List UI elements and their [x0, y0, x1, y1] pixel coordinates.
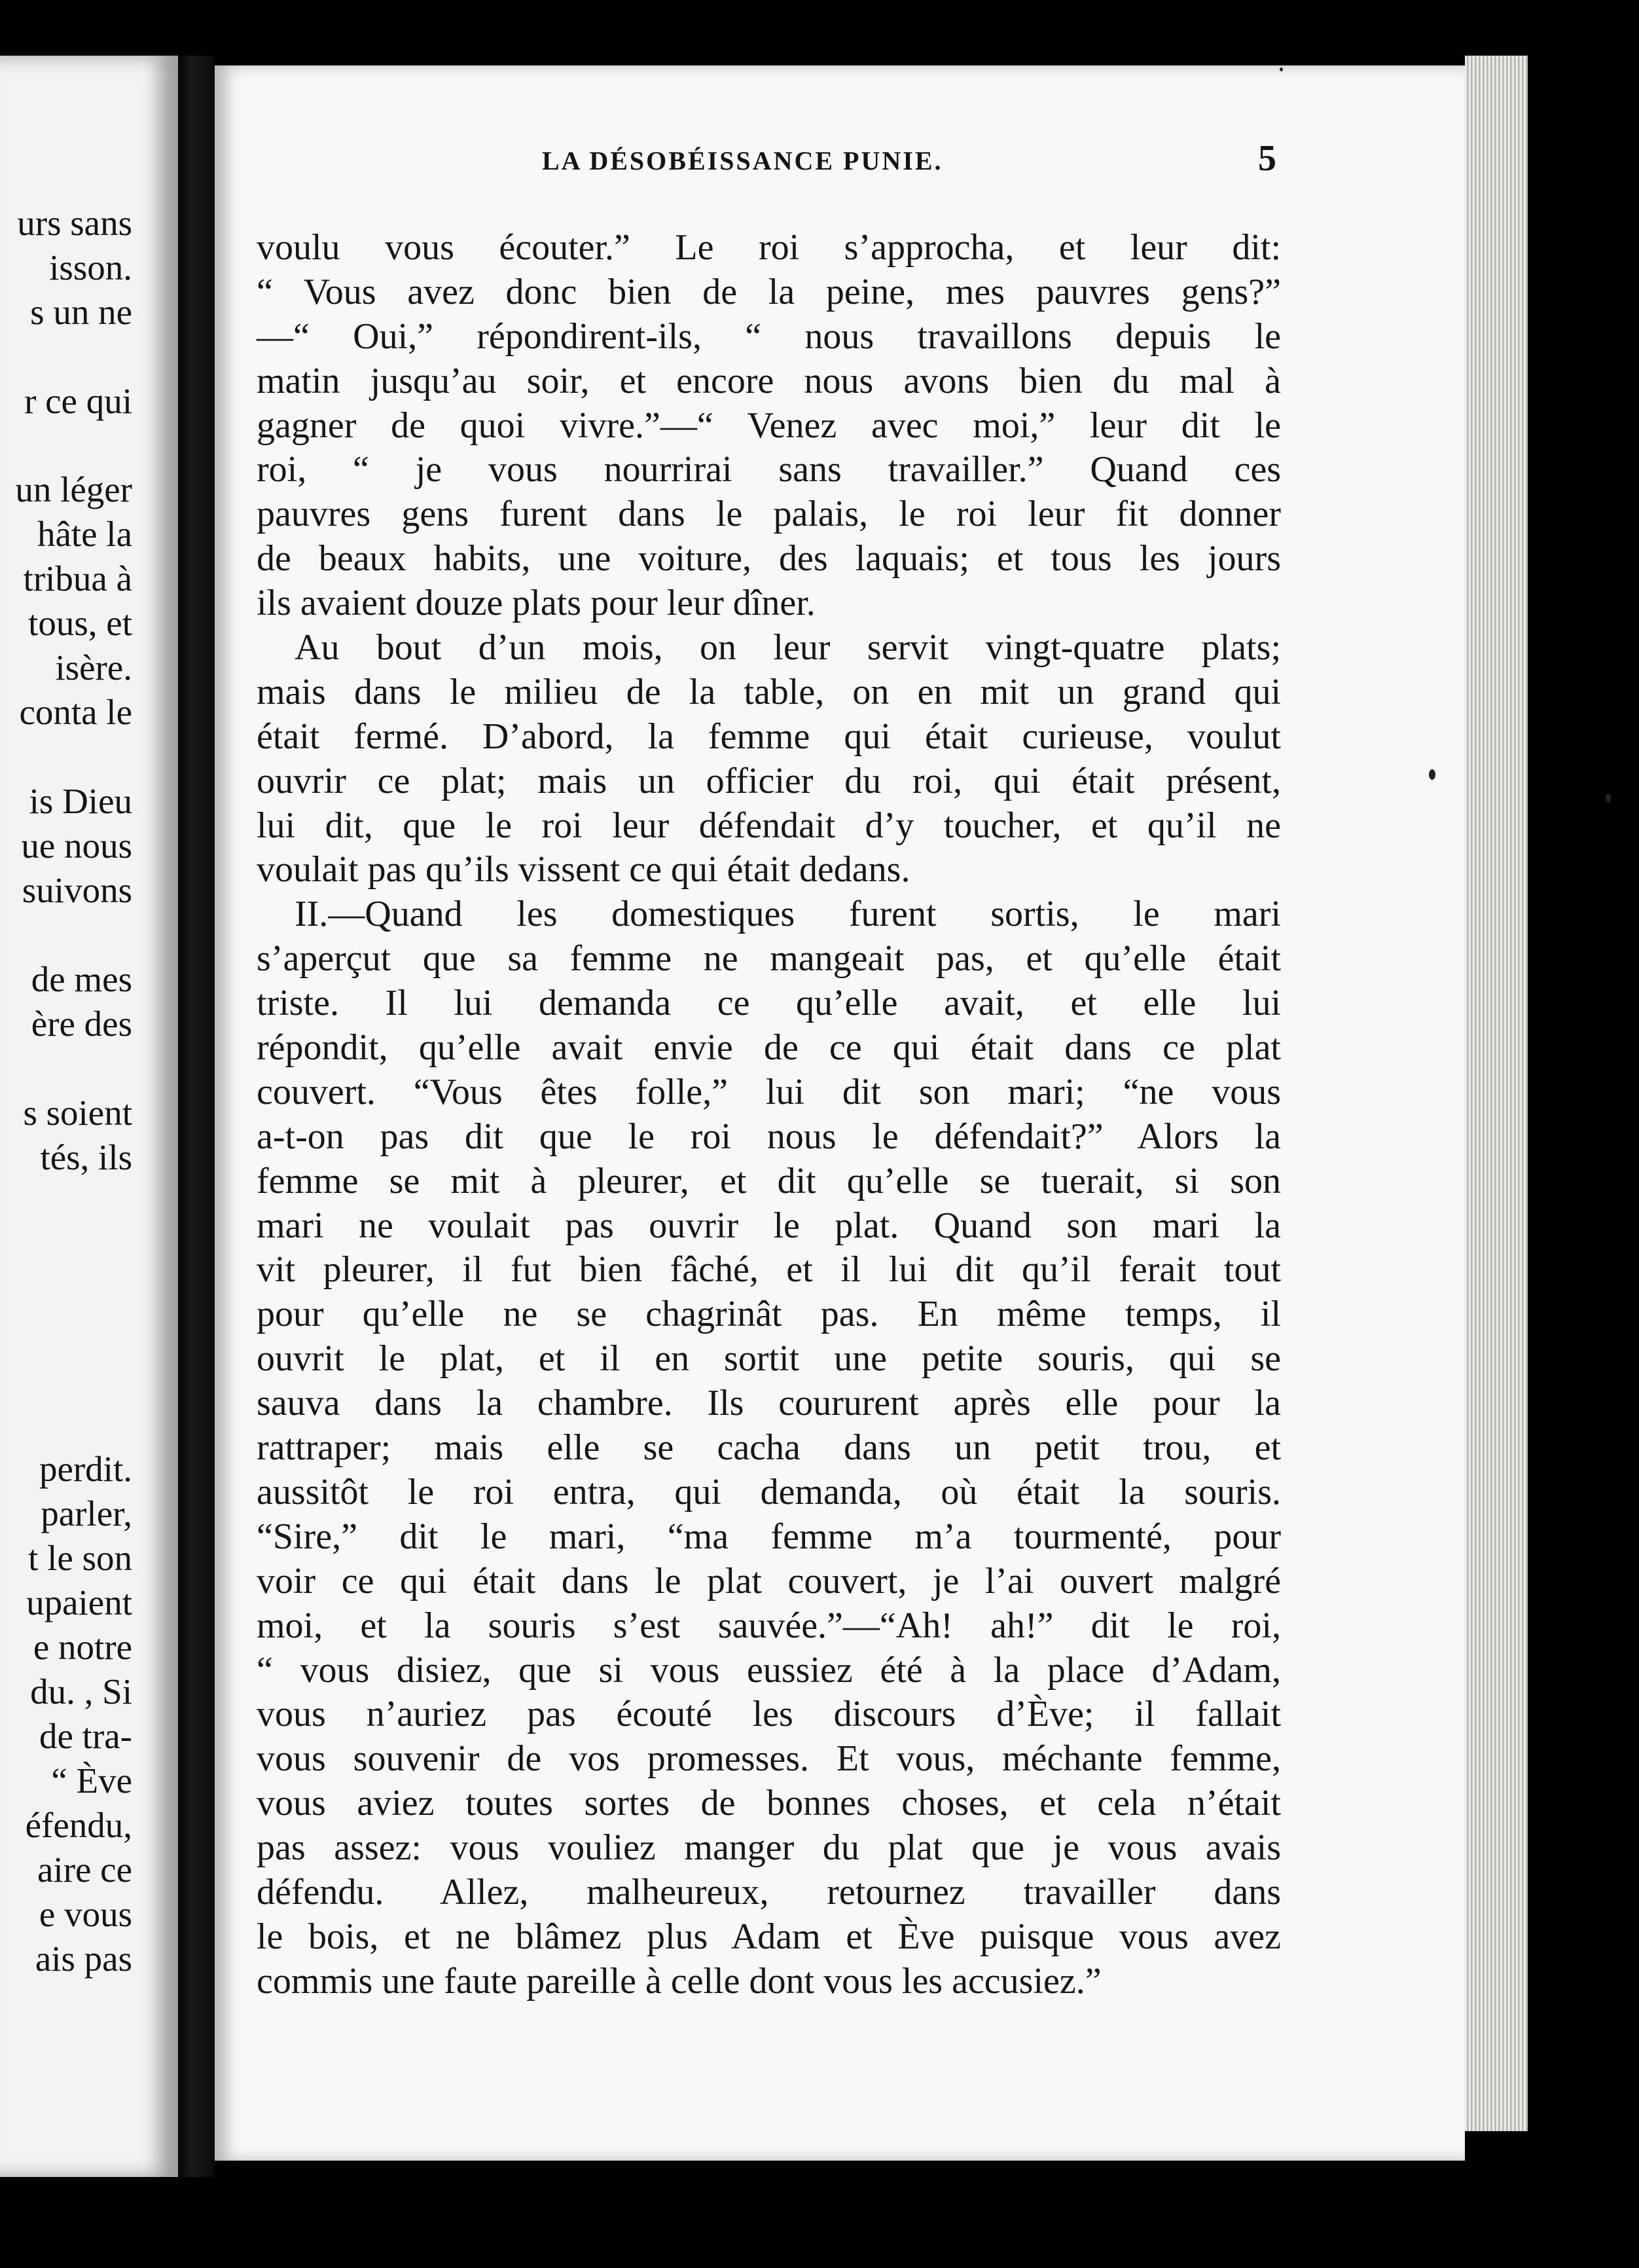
left-page-fragment: du. , Si: [30, 1672, 132, 1711]
text-line: gagner de quoi vivre.”—“ Venez avec moi,” leur dit le: [257, 405, 1281, 446]
text-line: s’aperçut que sa femme ne mangeait pas, et qu’elle était: [257, 938, 1281, 979]
left-page-fragment: upaient: [26, 1582, 132, 1622]
left-page-fragment: conta le: [19, 692, 132, 732]
text-line: mais dans le milieu de la table, on en mit un grand qui: [257, 671, 1281, 712]
text-line: vous souvenir de vos promesses. Et vous, méchante femme,: [257, 1738, 1281, 1780]
text-line: lui dit, que le roi leur défendait d’y toucher, et qu’il ne: [257, 805, 1281, 846]
left-page-fragment: r ce qui: [24, 381, 132, 421]
left-page-fragment: hâte la: [37, 514, 132, 554]
print-speck: [1606, 794, 1611, 803]
text-line: ouvrir ce plat; mais un officier du roi, qui était présent,: [257, 760, 1281, 801]
text-line: de beaux habits, une voiture, des laquais; et tous les jours: [257, 538, 1281, 579]
text-line: était fermé. D’abord, la femme qui était curieuse, voulut: [257, 716, 1281, 757]
text-line: voulait pas qu’ils vissent ce qui était dedans.: [257, 849, 910, 890]
text-line: vous aviez toutes sortes de bonnes choses, et cela n’était: [257, 1783, 1281, 1824]
text-line: II.—Quand les domestiques furent sortis, le mari: [295, 894, 1281, 935]
text-line: rattraper; mais elle se cacha dans un petit trou, et: [257, 1427, 1281, 1469]
print-speck: [1429, 769, 1435, 780]
text-line: matin jusqu’au soir, et encore nous avons bien du mal à: [257, 360, 1281, 401]
book-gutter: [178, 56, 215, 2177]
text-line: commis une faute pareille à celle dont vous les accusiez.”: [257, 1960, 1102, 2002]
left-page-fragment: éfendu,: [25, 1805, 132, 1845]
running-head: LA DÉSOBÉISSANCE PUNIE.: [542, 146, 943, 175]
page-number: 5: [1258, 138, 1276, 179]
left-page-fragment: isère.: [55, 648, 132, 687]
text-line: triste. Il lui demanda ce qu’elle avait, et elle lui: [257, 983, 1281, 1024]
print-speck: [1280, 67, 1283, 71]
left-page-fragment: un léger: [15, 469, 132, 509]
text-line: voir ce qui était dans le plat couvert, je l’ai ouvert malgré: [257, 1560, 1281, 1601]
text-line: moi, et la souris s’est sauvée.”—“Ah! ah!” dit le roi,: [257, 1605, 1281, 1646]
text-line: sauva dans la chambre. Ils coururent après elle pour la: [257, 1383, 1281, 1424]
text-line: Au bout d’un mois, on leur servit vingt-quatre plats;: [295, 627, 1281, 668]
left-page-fragment: tribua à: [23, 558, 132, 598]
text-line: pour qu’elle ne se chagrinât pas. En même temps, il: [257, 1294, 1281, 1335]
text-line: “ vous disiez, que si vous eussiez été à la place d’Adam,: [257, 1649, 1281, 1691]
left-page-fragment: aire ce: [37, 1850, 132, 1890]
text-line: couvert. “Vous êtes folle,” lui dit son mari; “ne vous: [257, 1071, 1281, 1112]
text-line: pas assez: vous vouliez manger du plat que je vous avais: [257, 1827, 1281, 1869]
text-line: le bois, et ne blâmez plus Adam et Ève puisque vous avez: [257, 1916, 1281, 1957]
text-line: “ Vous avez donc bien de la peine, mes pauvres gens?”: [257, 271, 1281, 312]
left-page-fragment: suivons: [22, 870, 132, 910]
left-page-fragment: s un ne: [30, 292, 132, 332]
left-page-fragment: s soient: [23, 1093, 132, 1133]
body-text: [257, 226, 1281, 2004]
left-page-fragment: ais pas: [35, 1939, 132, 1979]
left-facing-page: [0, 56, 178, 2177]
left-page-fragment: de tra-: [39, 1716, 132, 1756]
left-page-fragment: e vous: [39, 1894, 132, 1934]
text-line: vous n’auriez pas écouté les discours d’Ève; il fallait: [257, 1694, 1281, 1735]
left-page-fragment: e notre: [33, 1627, 132, 1667]
left-page-fragment: ère des: [31, 1004, 132, 1044]
text-line: “Sire,” dit le mari, “ma femme m’a tourmenté, pour: [257, 1516, 1281, 1557]
left-page-fragment: urs sans: [17, 203, 132, 243]
text-line: voulu vous écouter.” Le roi s’approcha, et leur dit:: [257, 227, 1281, 268]
text-line: ils avaient douze plats pour leur dîner.: [257, 583, 816, 624]
left-page-fragment: de mes: [31, 959, 132, 999]
left-page-fragment: isson.: [49, 247, 132, 287]
left-page-fragment: ue nous: [21, 826, 132, 866]
left-page-fragment: parler,: [41, 1493, 132, 1533]
left-page-fragment: t le son: [28, 1538, 132, 1578]
text-line: aussitôt le roi entra, qui demanda, où était la souris.: [257, 1471, 1281, 1512]
text-line: —“ Oui,” répondirent-ils, “ nous travaillons depuis le: [257, 316, 1281, 357]
left-page-fragment: tés, ils: [40, 1137, 132, 1177]
text-line: répondit, qu’elle avait envie de ce qui était dans ce plat: [257, 1027, 1281, 1069]
left-page-fragment: is Dieu: [29, 781, 132, 821]
left-page-fragment: “ Ève: [51, 1761, 132, 1801]
text-line: a-t-on pas dit que le roi nous le défendait?” Alors la: [257, 1116, 1281, 1157]
page-edges: [1465, 56, 1528, 2131]
text-line: roi, “ je vous nourrirai sans travailler.” Quand ces: [257, 449, 1281, 490]
text-line: femme se mit à pleurer, et dit qu’elle se tuerait, si son: [257, 1160, 1281, 1201]
left-page-fragment: tous, et: [28, 603, 132, 643]
text-line: ouvrit le plat, et il en sortit une petite souris, qui se: [257, 1338, 1281, 1380]
text-line: pauvres gens furent dans le palais, le roi leur fit donner: [257, 494, 1281, 535]
text-line: vit pleurer, il fut bien fâché, et il lui dit qu’il ferait tout: [257, 1249, 1281, 1290]
text-line: mari ne voulait pas ouvrir le plat. Quand son mari la: [257, 1205, 1281, 1246]
left-page-fragment: perdit.: [39, 1449, 132, 1489]
text-line: défendu. Allez, malheureux, retournez travailler dans: [257, 1871, 1281, 1912]
